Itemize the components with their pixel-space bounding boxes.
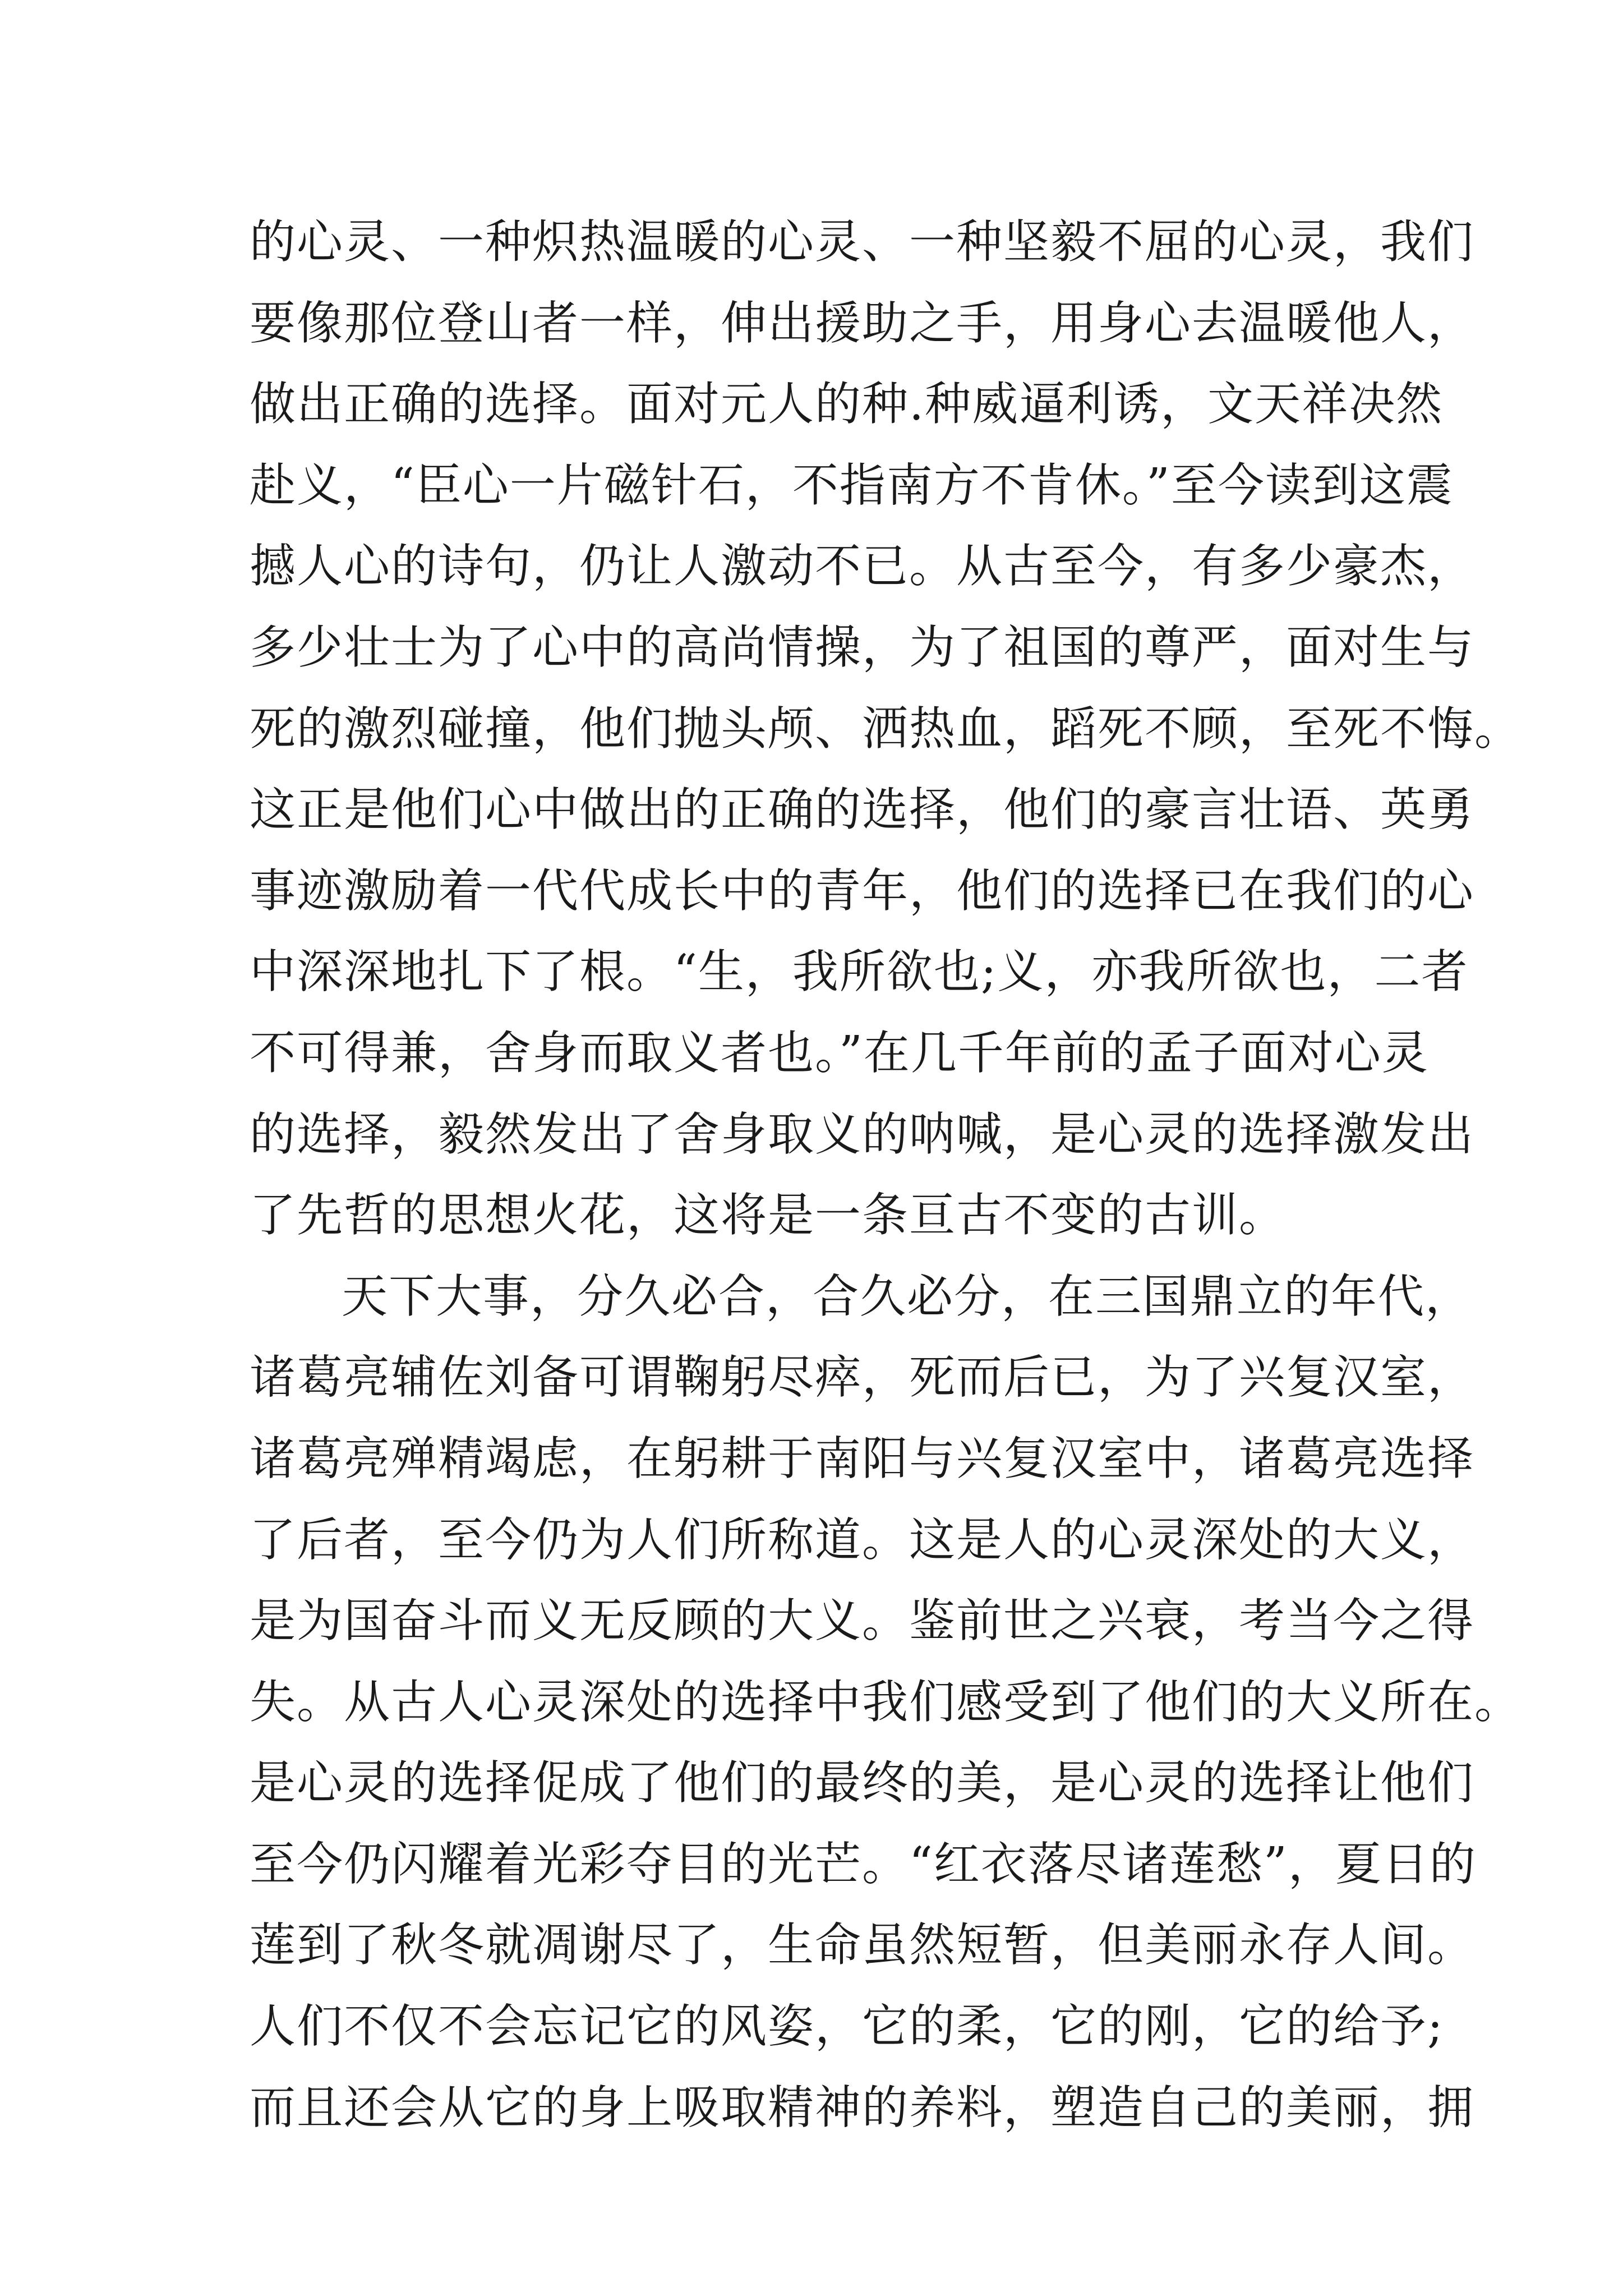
body-text <box>250 202 1522 2148</box>
text-line: 而且还会从它的身上吸取精神的养料，塑造自己的美丽，拥 <box>250 2081 1475 2134</box>
text-line: 赴义，“臣心一片磁针石，不指南方不肯休。”至今读到这震 <box>250 458 1454 512</box>
text-line: 中深深地扎下了根。“生，我所欲也;义，亦我所欲也，二者 <box>250 945 1469 999</box>
text-line: 要像那位登山者一样，伸出援助之手，用身心去温暖他人， <box>250 296 1475 350</box>
text-line: 莲到了秋冬就凋谢尽了，生命虽然短暂，但美丽永存人间。 <box>250 1918 1475 1972</box>
text-line: 事迹激励着一代代成长中的青年，他们的选择已在我们的心 <box>250 864 1475 918</box>
text-line: 做出正确的选择。面对元人的种.种威逼利诱，文天祥决然 <box>250 378 1444 431</box>
text-line: 了先哲的思想火花，这将是一条亘古不变的古训。 <box>250 1189 1287 1243</box>
text-line: 是心灵的选择促成了他们的最终的美，是心灵的选择让他们 <box>250 1756 1475 1810</box>
text-line: 撼人心的诗句，仍让人激动不已。从古至今，有多少豪杰， <box>250 540 1475 593</box>
text-line: 死的激烈碰撞，他们抛头颅、洒热血，蹈死不顾，至死不悔。 <box>250 702 1522 756</box>
text-line: 人们不仅不会忘记它的风姿，它的柔，它的刚，它的给予; <box>250 2000 1444 2054</box>
text-line: 诸葛亮辅佐刘备可谓鞠躬尽瘁，死而后已，为了兴复汉室， <box>250 1351 1475 1405</box>
paragraph-first-line: 天下大事，分久必合，合久必分，在三国鼎立的年代， <box>342 1269 1473 1323</box>
text-line: 诸葛亮殚精竭虑，在躬耕于南阳与兴复汉室中，诸葛亮选择 <box>250 1432 1475 1485</box>
text-line: 这正是他们心中做出的正确的选择，他们的豪言壮语、英勇 <box>250 783 1475 837</box>
text-line: 失。从古人心灵深处的选择中我们感受到了他们的大义所在。 <box>250 1675 1522 1729</box>
text-line: 不可得兼，舍身而取义者也。”在几千年前的孟子面对心灵 <box>250 1026 1429 1080</box>
text-line: 的选择，毅然发出了舍身取义的呐喊，是心灵的选择激发出 <box>250 1107 1475 1161</box>
text-line: 的心灵、一种炽热温暖的心灵、一种坚毅不屈的心灵，我们 <box>250 215 1475 269</box>
text-line: 至今仍闪耀着光彩夺目的光芒。“红衣落尽诸莲愁”，夏日的 <box>250 1837 1477 1891</box>
text-line: 多少壮士为了心中的高尚情操，为了祖国的尊严，面对生与 <box>250 620 1475 674</box>
text-line: 了后者，至今仍为人们所称道。这是人的心灵深处的大义， <box>250 1513 1475 1567</box>
text-line: 是为国奋斗而义无反顾的大义。鉴前世之兴衰，考当今之得 <box>250 1594 1475 1648</box>
